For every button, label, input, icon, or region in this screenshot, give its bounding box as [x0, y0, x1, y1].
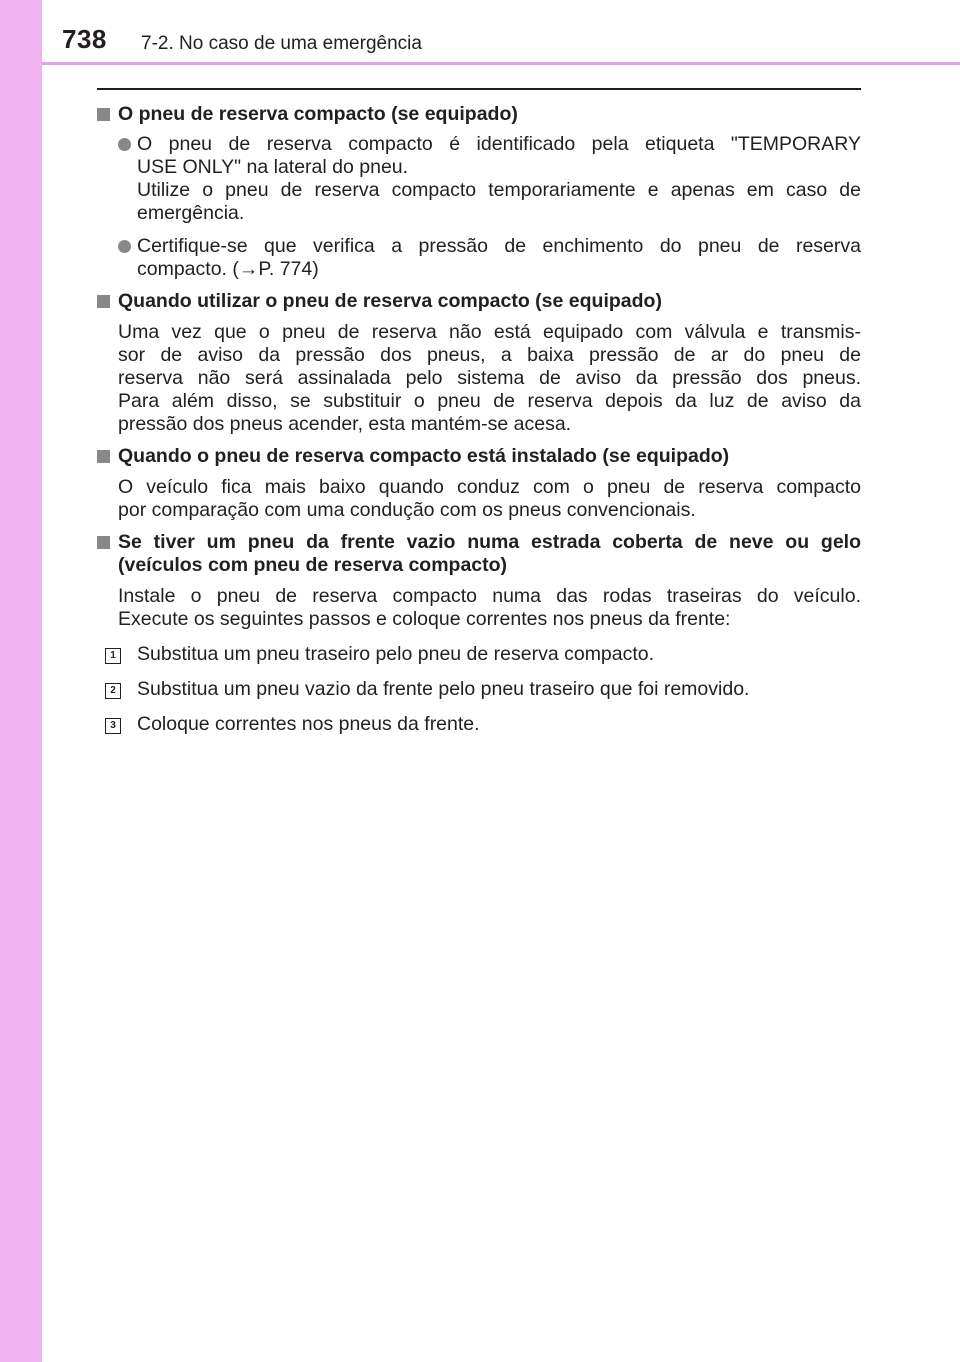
header-rule: [42, 62, 960, 65]
round-bullet-icon: [118, 240, 131, 253]
paragraph: [97, 585, 861, 631]
content-top-rule: [97, 88, 861, 90]
text-line: Certifique-se que verifica a pressão de enchimento do pneu de reserva: [137, 235, 861, 257]
round-bullet-icon: [118, 138, 131, 151]
square-bullet-icon: [97, 450, 110, 463]
square-bullet-icon: [97, 108, 110, 121]
heading-spare-installed: Quando o pneu de reserva compacto está instalado (se equipado): [97, 445, 861, 468]
text-line: reserva não será assinalada pelo sistema de aviso da pressão dos pneus.: [118, 367, 861, 389]
step-item: [97, 678, 861, 701]
step-item: [97, 713, 861, 736]
bullet-item: [97, 235, 861, 281]
square-bullet-icon: [97, 536, 110, 549]
text-line: USE ONLY" na lateral do pneu.: [137, 156, 409, 178]
text-line: Utilize o pneu de reserva compacto temporariamente e apenas em caso de: [137, 179, 861, 201]
bullet-item: [97, 133, 861, 225]
step-text: Substitua um pneu traseiro pelo pneu de reserva compacto.: [137, 643, 655, 665]
text-line: Uma vez que o pneu de reserva não está equipado com válvula e transmis-: [118, 321, 861, 343]
square-bullet-icon: [97, 295, 110, 308]
step-item: [97, 643, 861, 666]
text-line: emergência.: [137, 202, 245, 224]
text-line: pressão dos pneus acender, esta mantém-se acesa.: [118, 413, 572, 435]
step-number: 2: [105, 683, 121, 699]
page-content: [97, 95, 861, 736]
text-line: O veículo fica mais baixo quando conduz com o pneu de reserva compacto: [118, 476, 861, 498]
paragraph: [97, 321, 861, 436]
step-number: 3: [105, 718, 121, 734]
step-text: Substitua um pneu vazio da frente pelo pneu traseiro que foi removido.: [137, 678, 750, 700]
header-side-tab: [0, 0, 42, 62]
heading-when-using-spare: Quando utilizar o pneu de reserva compacto (se equipado): [97, 290, 861, 313]
heading-flat-front-tire-snow: [97, 531, 861, 577]
step-number: 1: [105, 648, 121, 664]
text-line: sor de aviso da pressão dos pneus, a baixa pressão de ar do pneu de: [118, 344, 861, 366]
text-line: Execute os seguintes passos e coloque correntes nos pneus da frente:: [118, 608, 731, 630]
section-title: 7-2. No caso de uma emergência: [141, 33, 422, 54]
heading-line: (veículos com pneu de reserva compacto): [118, 554, 508, 576]
text-line: Instale o pneu de reserva compacto numa das rodas traseiras do veículo.: [118, 585, 861, 607]
heading-line: Se tiver um pneu da frente vazio numa estrada coberta de neve ou gelo: [118, 531, 861, 553]
text-line: O pneu de reserva compacto é identificado pela etiqueta "TEMPORARY: [137, 133, 861, 155]
text-line: Para além disso, se substituir o pneu de reserva depois da luz de aviso da: [118, 390, 861, 412]
text-line: por comparação com uma condução com os pneus convencionais.: [118, 499, 696, 521]
heading-spare-tire: O pneu de reserva compacto (se equipado): [97, 103, 861, 126]
page-number: 738: [62, 24, 107, 54]
text-line: compacto. (→P. 774): [137, 258, 319, 280]
step-text: Coloque correntes nos pneus da frente.: [137, 713, 480, 735]
paragraph: [97, 476, 861, 522]
page-side-tab: [0, 0, 42, 1362]
